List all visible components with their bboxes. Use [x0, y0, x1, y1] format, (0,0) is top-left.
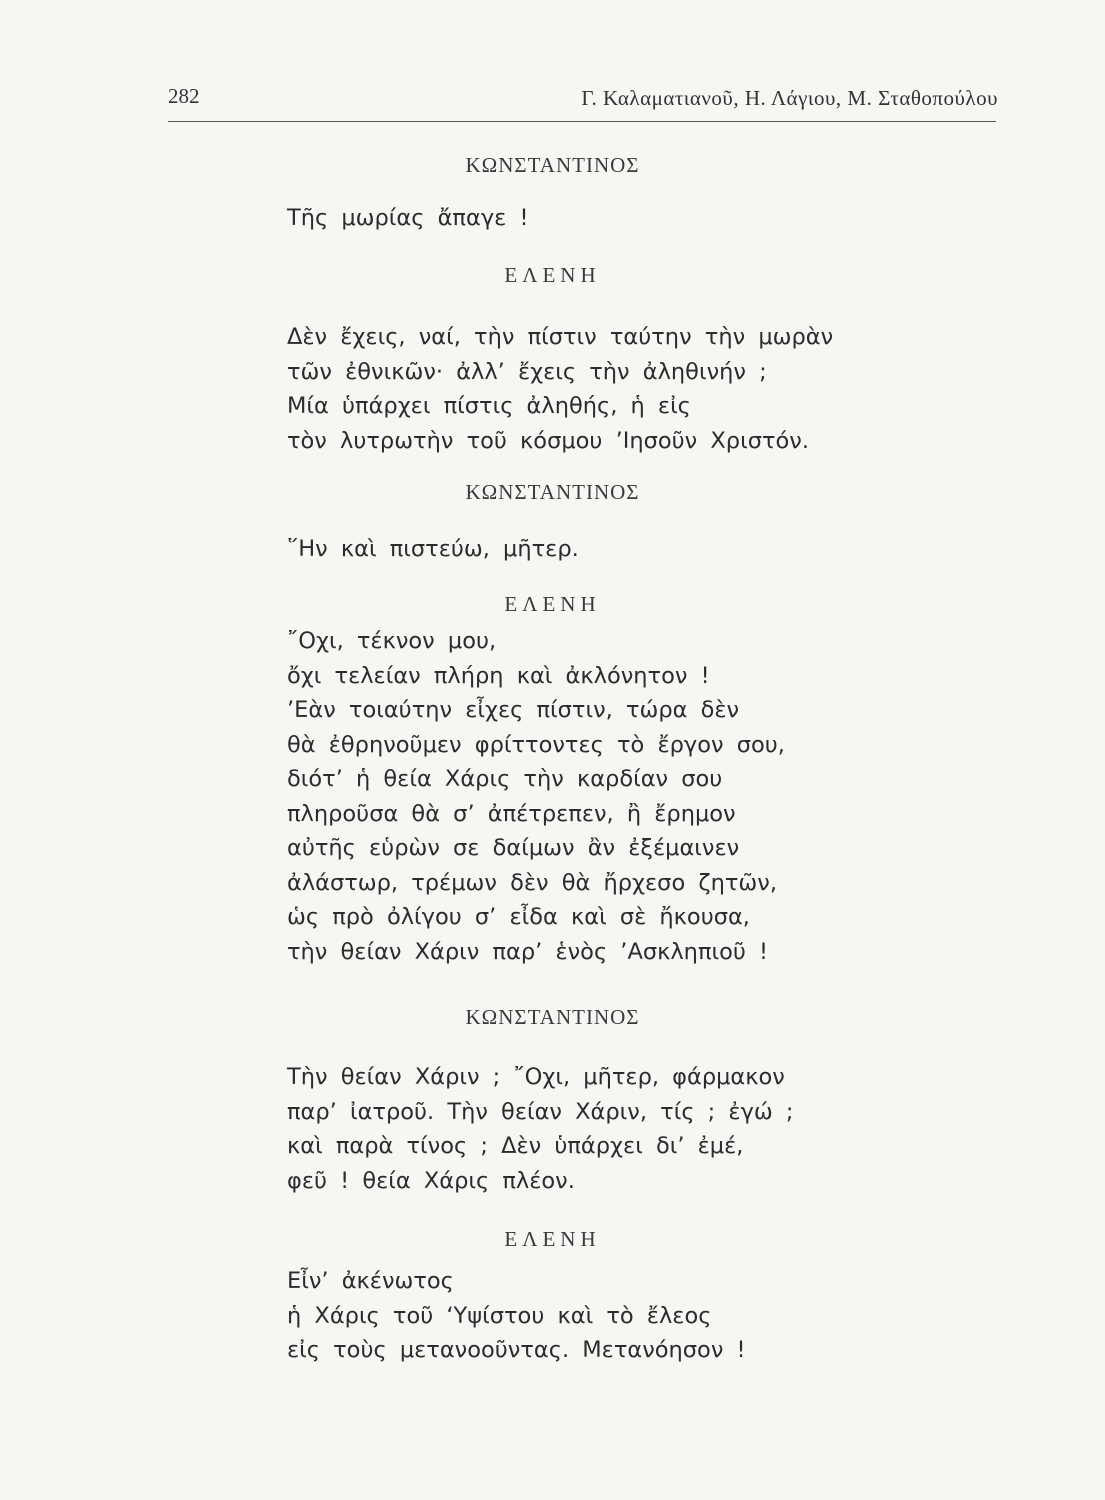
- verse-block: [287, 1264, 746, 1368]
- verse-line: διότ’ ἡ θεία Χάρις τὴν καρδίαν σου: [287, 766, 723, 792]
- verse-line: θὰ ἐθρηνοῦμεν φρίττοντες τὸ ἔργον σου,: [287, 731, 785, 758]
- verse-block: [287, 532, 579, 567]
- verse-line: Τὴν θείαν Χάριν ; ῎Οχι, μῆτερ, φάρμακον: [287, 1064, 785, 1090]
- verse-line: τὸν λυτρωτὴν τοῦ κόσμου ’Ιησοῦν Χριστόν.: [287, 427, 810, 454]
- verse-line: φεῦ ! θεία Χάρις πλέον.: [287, 1167, 575, 1194]
- verse-line: παρ’ ἰατροῦ. Τὴν θείαν Χάριν, τίς ; ἐγώ ;: [287, 1098, 794, 1125]
- speaker-heading: ΚΩΝΣΤΑΝΤΙΝΟΣ: [465, 1005, 640, 1029]
- verse-block: [287, 201, 528, 236]
- verse-line: Εἶν’ ἀκένωτος: [287, 1268, 454, 1294]
- speaker-heading: ΕΛΕΝΗ: [504, 1227, 601, 1251]
- verse-line: ῞Ην καὶ πιστεύω, μῆτερ.: [287, 536, 579, 562]
- verse-line: Τῆς μωρίας ἄπαγε !: [287, 205, 529, 231]
- verse-line: αὐτῆς εὑρὼν σε δαίμων ἂν ἐξέμαινεν: [287, 835, 740, 861]
- speaker-heading: ΚΩΝΣΤΑΝΤΙΝΟΣ: [465, 480, 640, 504]
- running-head: Γ. Καλαματιανοῦ, Η. Λάγιου, Μ. Σταθοπούλου: [581, 86, 998, 110]
- speaker-heading: ΕΛΕΝΗ: [504, 263, 601, 287]
- verse-line: καὶ παρὰ τίνος ; Δὲν ὑπάρχει δι’ ἐμέ,: [287, 1133, 744, 1159]
- verse-line: εἰς τοὺς μετανοοῦντας. Μετανόησον !: [287, 1337, 746, 1363]
- verse-line: τῶν ἐθνικῶν· ἀλλ’ ἔχεις τὴν ἀληθινήν ;: [287, 358, 767, 385]
- verse-line: ἀλάστωρ, τρέμων δὲν θὰ ἤρχεσο ζητῶν,: [287, 869, 777, 896]
- speaker-heading: ΚΩΝΣΤΑΝΤΙΝΟΣ: [465, 153, 640, 177]
- verse-line: Δὲν ἔχεις, ναί, τὴν πίστιν ταύτην τὴν μωρὰν: [287, 324, 834, 350]
- speaker-heading: ΕΛΕΝΗ: [504, 592, 601, 616]
- verse-line: τὴν θείαν Χάριν παρ’ ἑνὸς ’Ασκληπιοῦ !: [287, 938, 769, 965]
- page-number: 282: [168, 84, 200, 108]
- verse-line: ὄχι τελείαν πλήρη καὶ ἀκλόνητον !: [287, 662, 710, 689]
- header-rule: [168, 121, 996, 122]
- verse-line: ’Εὰν τοιαύτην εἶχες πίστιν, τώρα δὲν: [287, 697, 740, 723]
- verse-block: [287, 624, 785, 969]
- verse-block: [287, 1060, 793, 1198]
- verse-line: ἡ Χάρις τοῦ ‘Υψίστου καὶ τὸ ἔλεος: [287, 1302, 712, 1329]
- verse-block: [287, 320, 833, 458]
- verse-line: πληροῦσα θὰ σ’ ἀπέτρεπεν, ἢ ἔρημον: [287, 800, 736, 827]
- verse-line: ῎Οχι, τέκνον μου,: [287, 628, 497, 654]
- verse-line: ὡς πρὸ ὀλίγου σ’ εἶδα καὶ σὲ ἤκουσα,: [287, 904, 750, 930]
- verse-line: Μία ὑπάρχει πίστις ἀληθής, ἡ εἰς: [287, 393, 691, 419]
